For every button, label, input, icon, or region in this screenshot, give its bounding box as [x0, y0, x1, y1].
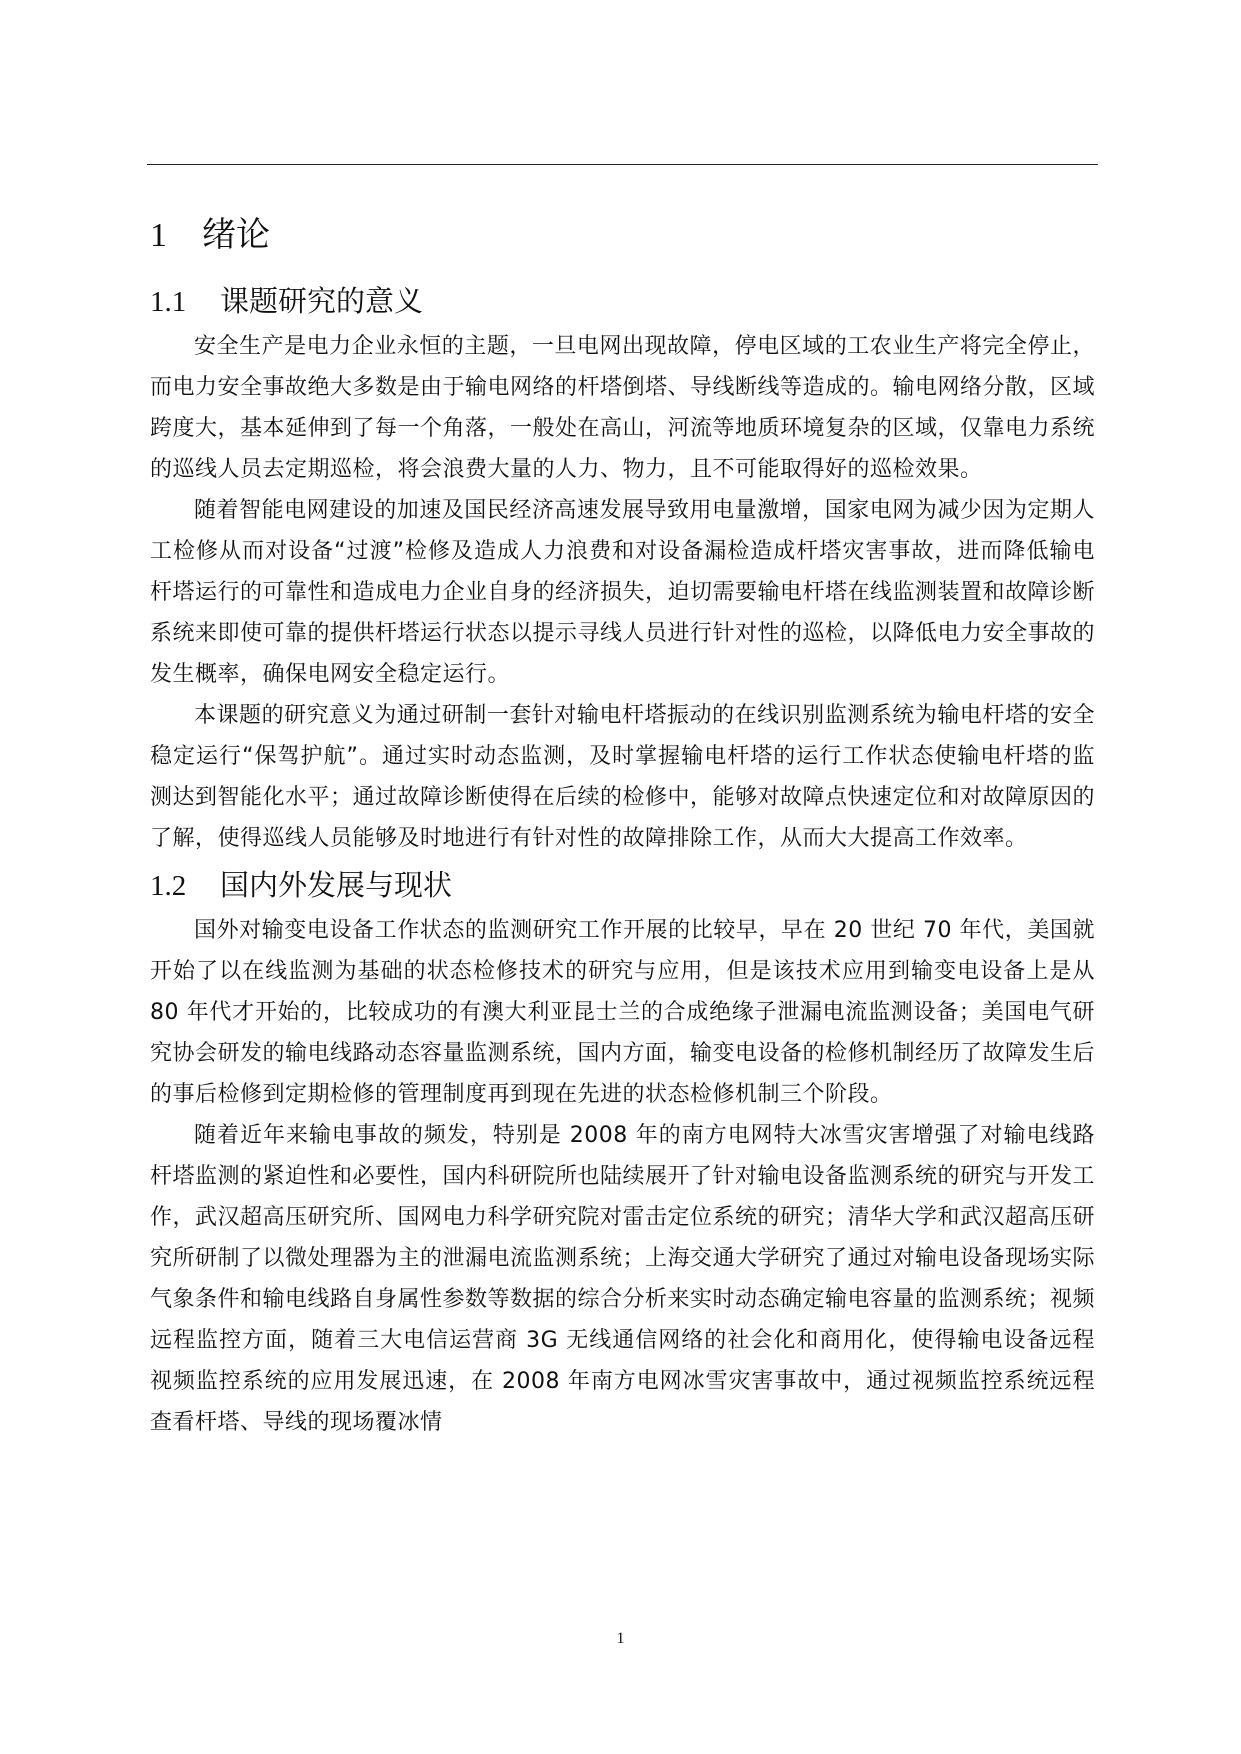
section-1-1: [150, 279, 1095, 859]
chapter-heading: [150, 210, 1095, 261]
section-heading: [150, 863, 1095, 908]
paragraph: 随着近年来输电事故的频发，特别是 2008 年的南方电网特大冰雪灾害增强了对输电线路杆塔监测的紧迫性和必要性，国内科研院所也陆续展开了针对输电设备监测系统的研究与开发工作，武汉超高压研究所、国网电力科学研究院对雷击定位系统的研究；清华大学和武汉超高压研究所研制了以微处理器为主的泄漏电流监测系统；上海交通大学研究了通过对输电设备现场实际气象条件和输电线路自身属性参数等数据的综合分析来实时动态确定输电容量的监测系统；视频远程监控方面，随着三大电信运营商 3G 无线通信网络的社会化和商用化，使得输电设备远程视频监控系统的应用发展迅速，在 2008 年南方电网冰雪灾害事故中，通过视频监控系统远程查看杆塔、导线的现场覆冰情: [150, 1123, 1096, 1435]
paragraph: 本课题的研究意义为通过研制一套针对输电杆塔振动的在线识别监测系统为输电杆塔的安全稳定运行“保驾护航”。通过实时动态监测，及时掌握输电杆塔的运行工作状态使输电杆塔的监测达到智能化水平；通过故障诊断使得在后续的检修中，能够对故障点快速定位和对故障原因的了解，使得巡线人员能够及时地进行有针对性的故障排除工作，从而大大提高工作效率。: [150, 703, 1096, 851]
paragraph: 国外对输变电设备工作状态的监测研究工作开展的比较早，早在 20 世纪 70 年代，美国就开始了以在线监测为基础的状态检修技术的研究与应用，但是该技术应用到输变电设备上是从 80 年代才开始的，比较成功的有澳大利亚昆士兰的合成绝缘子泄漏电流监测设备；美国电气研究协会研发的输电线路动态容量监测系统，国内方面，输变电设备的检修机制经历了故障发生后的事后检修到定期检修的管理制度再到现在先进的状态检修机制三个阶段。: [150, 918, 1096, 1107]
page-number: 1: [616, 1630, 625, 1647]
section-title: 课题研究的意义: [220, 284, 424, 318]
page-body: [150, 210, 1095, 1443]
chapter-title: 绪论: [202, 215, 270, 255]
paragraph: 安全生产是电力企业永恒的主题，一旦电网出现故障，停电区域的工农业生产将完全停止，而电力安全事故绝大多数是由于输电网络的杆塔倒塔、导线断线等造成的。输电网络分散，区域跨度大，基本延伸到了每一个角落，一般处在高山，河流等地质环境复杂的区域，仅靠电力系统的巡线人员去定期巡检，将会浪费大量的人力、物力，且不可能取得好的巡检效果。: [150, 334, 1096, 482]
header-rule: [147, 164, 1098, 165]
section-number: 1.1: [150, 286, 187, 318]
section-heading: [150, 279, 1095, 324]
chapter-number: 1: [150, 217, 167, 254]
section-1-2: [150, 863, 1095, 1443]
section-title: 国内外发展与现状: [220, 868, 453, 902]
paragraph: 随着智能电网建设的加速及国民经济高速发展导致用电量激增，国家电网为减少因为定期人工检修从而对设备“过渡”检修及造成人力浪费和对设备漏检造成杆塔灾害事故，进而降低输电杆塔运行的可靠性和造成电力企业自身的经济损失，迫切需要输电杆塔在线监测装置和故障诊断系统来即使可靠的提供杆塔运行状态以提示寻线人员进行针对性的巡检，以降低电力安全事故的发生概率，确保电网安全稳定运行。: [150, 498, 1096, 687]
section-number: 1.2: [150, 870, 187, 902]
